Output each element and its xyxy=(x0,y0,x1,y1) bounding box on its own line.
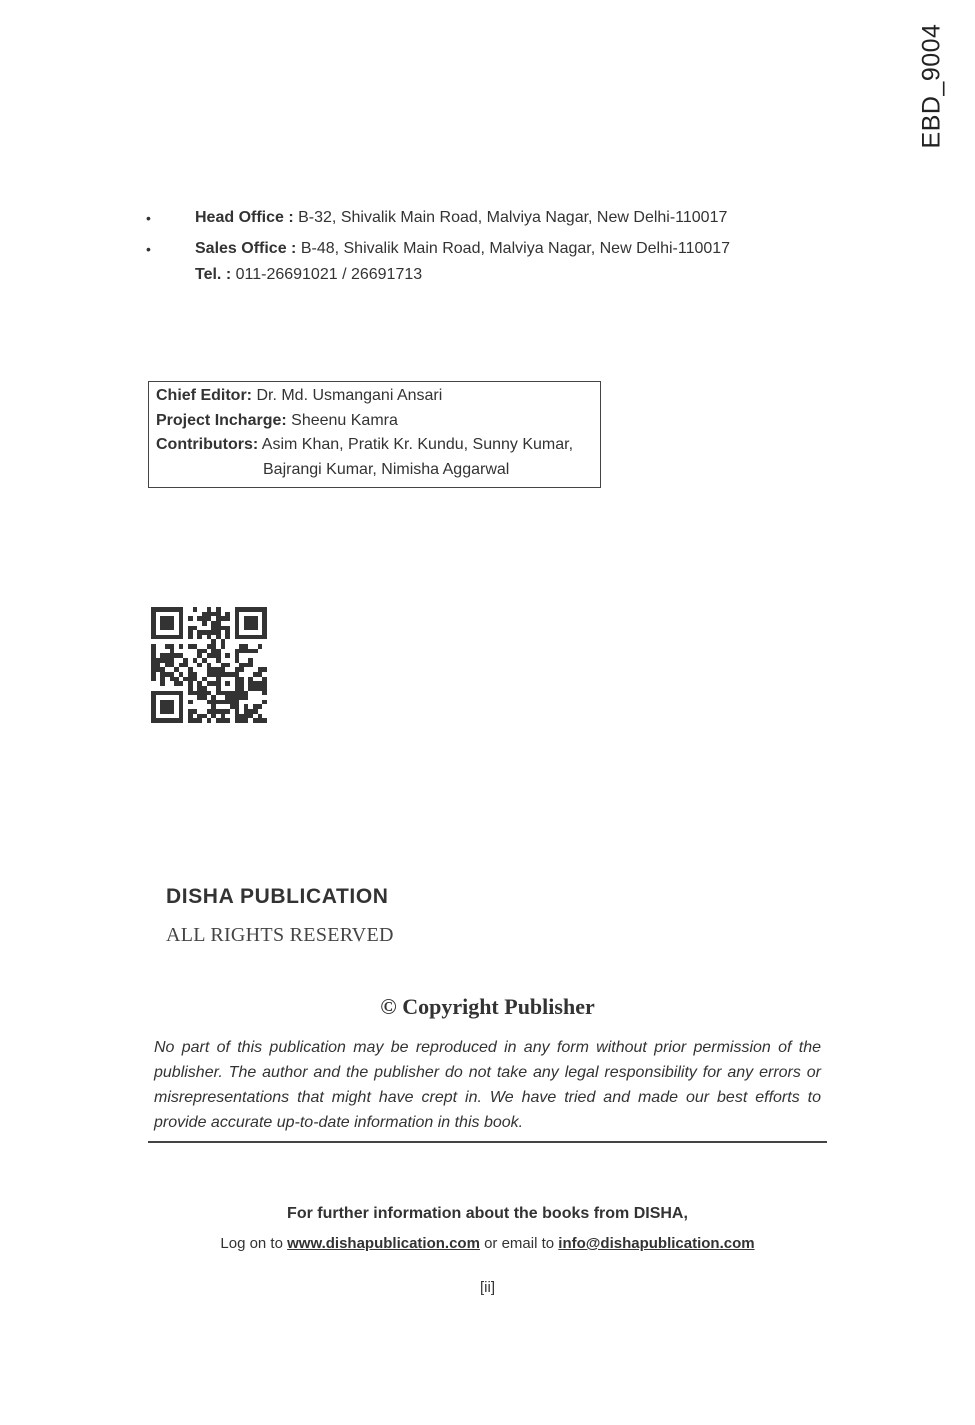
head-office-address: B-32, Shivalik Main Road, Malviya Nagar, New Delhi-110017 xyxy=(293,209,728,226)
credits-box xyxy=(148,381,601,488)
logon-prefix: Log on to xyxy=(220,1235,288,1252)
contributors-row-continued xyxy=(156,458,600,483)
email-link[interactable]: info@dishapublication.com xyxy=(558,1235,755,1252)
copyright-heading xyxy=(0,994,975,1020)
telephone-label: Tel. : xyxy=(195,266,232,283)
sales-office-address: B-48, Shivalik Main Road, Malviya Nagar, New Delhi-110017 xyxy=(296,240,731,257)
horizontal-divider xyxy=(148,1141,827,1143)
all-rights-reserved: ALL RIGHTS RESERVED xyxy=(166,924,394,946)
contributors-row xyxy=(156,433,600,458)
chief-editor-name: Dr. Md. Usmangani Ansari xyxy=(252,387,443,404)
project-incharge-name: Sheenu Kamra xyxy=(286,411,398,429)
document-code xyxy=(902,23,962,149)
project-incharge-row xyxy=(156,409,600,434)
disclaimer-paragraph: No part of this publication may be reproduced in any form without prior permission of the publisher. The author and the publisher do not take any legal responsibility for any errors or misrepresentations that might have crept in. We have tried and made our best efforts to provide accurate up-to-date information in this book. xyxy=(154,1039,821,1131)
email-prefix: or email to xyxy=(479,1235,559,1252)
chief-editor-label: Chief Editor: xyxy=(156,387,252,404)
website-link[interactable]: www.dishapublication.com xyxy=(287,1235,480,1252)
telephone-number: 011-26691021 / 26691713 xyxy=(231,266,423,283)
contributors-label: Contributors: xyxy=(156,436,259,453)
document-code-text: EBD_9004 xyxy=(917,23,946,149)
page-number: [ii] xyxy=(480,1279,495,1296)
sales-office-label: Sales Office : xyxy=(195,240,297,257)
qr-code-icon xyxy=(151,607,267,723)
head-office-label: Head Office : xyxy=(195,209,294,226)
contributors-names: Asim Khan, Pratik Kr. Kundu, Sunny Kumar, xyxy=(258,436,574,453)
project-incharge-label: Project Incharge: xyxy=(156,411,287,429)
further-info-text: For further information about the books from DISHA, xyxy=(287,1205,688,1222)
bullet-icon: • xyxy=(146,210,151,226)
chief-editor-row xyxy=(156,384,600,409)
contact-line xyxy=(0,1235,975,1252)
contributors-names-continued: Bajrangi Kumar, Nimisha Aggarwal xyxy=(263,460,510,478)
copyright-text: © Copyright Publisher xyxy=(380,994,595,1019)
publisher-name: DISHA PUBLICATION xyxy=(166,885,389,908)
bullet-icon: • xyxy=(146,241,151,257)
